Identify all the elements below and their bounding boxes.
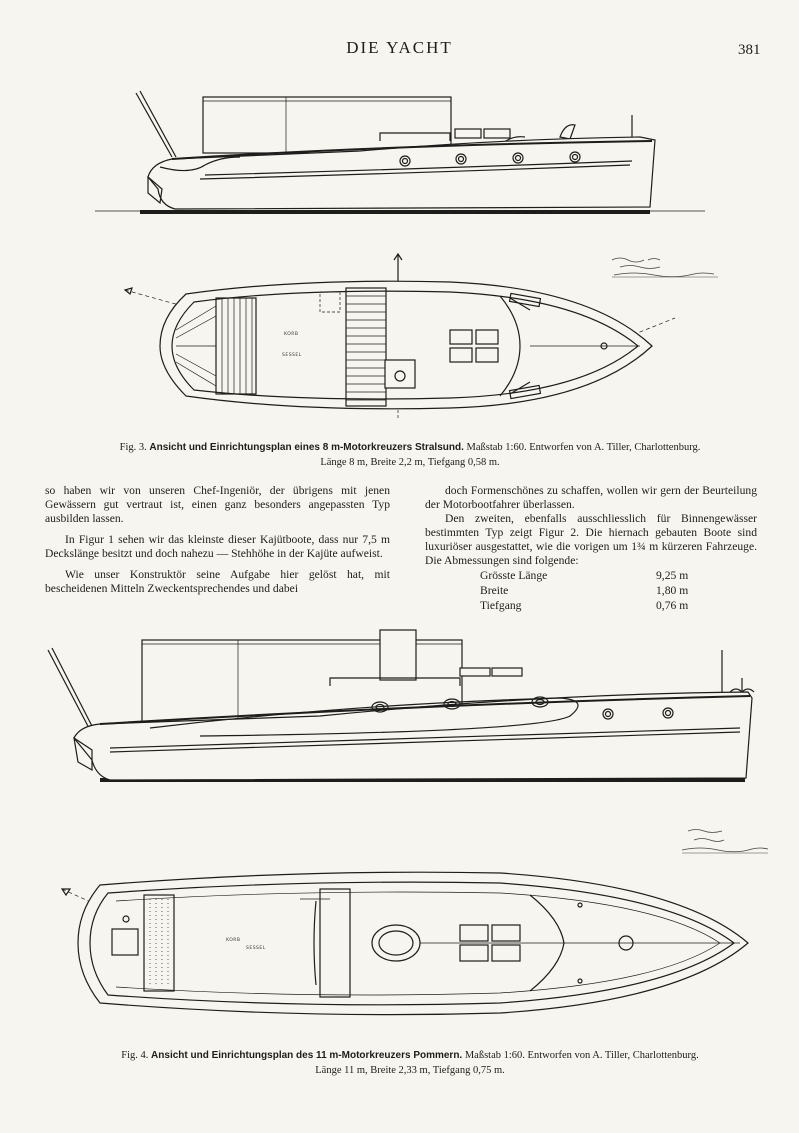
left-paragraph-1: so haben wir von unseren Chef-Ingeniör, der übrigens mit jenen Gewässern gut vertraut ist, einen ganz besonders angepassten Typ ausbilden lassen. <box>45 484 390 525</box>
dimension-label: Grösste Länge <box>480 569 548 582</box>
fig4-caption-scale: Maßstab 1:60. Entworfen von A. Tiller, Charlottenburg. <box>464 1050 699 1061</box>
fig3-caption-line1 <box>60 440 760 455</box>
fig4-caption-line1 <box>60 1048 760 1063</box>
fig4-caption-title: Ansicht und Einrichtungsplan des 11 m-Motorkreuzers Pommern. <box>151 1050 463 1061</box>
fig3-label-sessel: SESSEL <box>282 353 302 358</box>
body-right-column <box>425 484 757 568</box>
right-paragraph-1: doch Formenschönes zu schaffen, wollen wir gern der Beurteilung der Motorbootfahrer überlassen. <box>425 484 757 511</box>
left-paragraph-3: Wie unser Konstruktör seine Aufgabe hier gelöst hat, mit bescheidenen Mitteln Zweckentsprechendes und dabei <box>45 568 390 595</box>
body-left-column <box>45 484 390 596</box>
running-head: DIE YACHT <box>346 38 453 57</box>
page-number: 381 <box>738 42 761 58</box>
fig3-elevation-drawing <box>0 85 799 225</box>
dimension-label: Breite <box>480 584 509 597</box>
signature-scribble-icon <box>680 826 770 856</box>
fig4-caption <box>60 1048 760 1078</box>
dimension-row <box>480 598 688 613</box>
right-paragraph-2: Den zweiten, ebenfalls ausschliesslich für Binnengewässer bestimmten Typ zeigt Figur 2. Die hiernach gebauten Boote sind luxuriöser ausgestattet, wie die vorigen um 1¾ m kürzeren Fahrzeuge. Die Abmessungen sind folgende: <box>425 512 757 567</box>
fig3-caption-line2: Länge 8 m, Breite 2,2 m, Tiefgang 0,58 m. <box>320 457 500 468</box>
fig4-caption-line2: Länge 11 m, Breite 2,33 m, Tiefgang 0,75 m. <box>315 1065 505 1076</box>
fig3-caption <box>60 440 760 470</box>
fig3-label-korb: KORB <box>284 332 299 337</box>
dimension-row <box>480 568 688 583</box>
fig4-caption-number: Fig. 4. <box>121 1050 149 1061</box>
dimension-label: Tiefgang <box>480 599 522 612</box>
fig3-caption-scale: Maßstab 1:60. Entworfen von A. Tiller, Charlottenburg. <box>466 442 701 453</box>
fig4-label-korb: KORB <box>226 938 241 943</box>
fig4-label-sessel: SESSEL <box>246 946 266 951</box>
dimension-value: 9,25 m <box>656 569 689 582</box>
fig3-deck-plan-drawing <box>0 250 799 425</box>
fig3-caption-number: Fig. 3. <box>119 442 147 453</box>
fig3-caption-title: Ansicht und Einrichtungsplan eines 8 m-Motorkreuzers Stralsund. <box>149 442 464 453</box>
fig4-elevation-drawing <box>0 620 799 790</box>
dimension-row <box>480 583 688 598</box>
fig4-deck-plan-drawing <box>0 855 799 1035</box>
dimension-value: 0,76 m <box>656 599 689 612</box>
dimension-value: 1,80 m <box>656 584 689 597</box>
left-paragraph-2: In Figur 1 sehen wir das kleinste dieser Kajütboote, dass nur 7,5 m Deckslänge besitzt und doch nahezu — Stehhöhe in der Kajüte aufweist. <box>45 533 390 560</box>
dimensions-table <box>480 568 688 613</box>
